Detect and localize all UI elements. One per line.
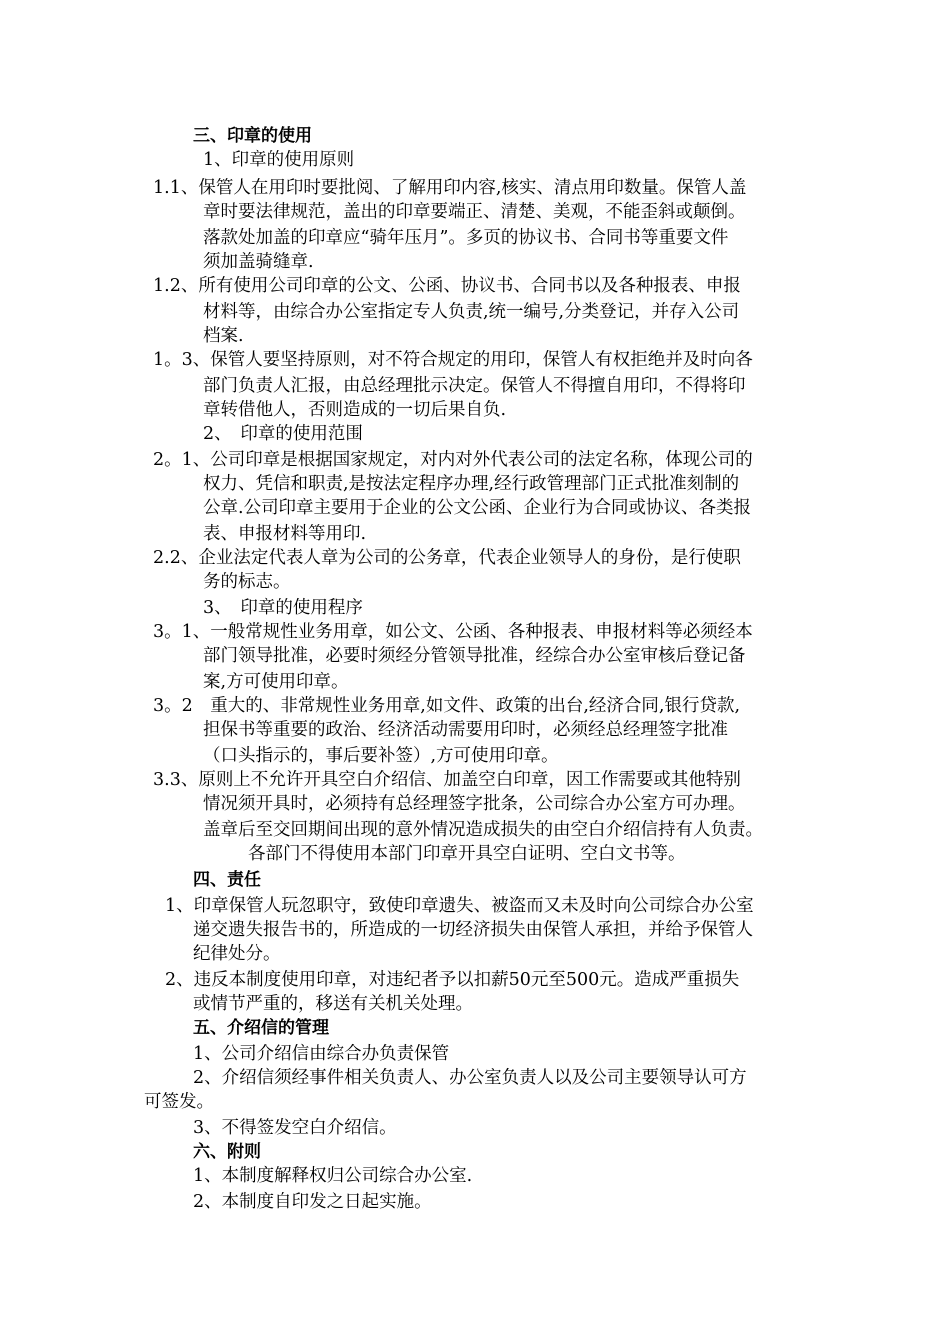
paragraph-line: 1、公司介绍信由综合办负责保管 — [193, 1044, 450, 1064]
subsection-title: 2、 印章的使用范围 — [203, 424, 363, 444]
paragraph-line: 2、违反本制度使用印章，对违纪者予以扣薪50元至500元。造成严重损失 — [165, 970, 740, 990]
paragraph-line: 纪律处分。 — [193, 944, 281, 964]
paragraph-line: 各部门不得使用本部门印章开具空白证明、空白文书等。 — [248, 844, 686, 864]
paragraph-line: 档案. — [203, 326, 244, 346]
paragraph-line: 3。2 重大的、非常规性业务用章,如文件、政策的出台,经济合同,银行贷款, — [153, 696, 741, 716]
paragraph-line: （口头指示的，事后要补签）,方可使用印章。 — [203, 746, 559, 766]
paragraph-line: 落款处加盖的印章应“骑年压月”。多页的协议书、合同书等重要文件 — [203, 228, 729, 248]
paragraph-line: 3、不得签发空白介绍信。 — [193, 1118, 397, 1138]
paragraph-line: 2、本制度自印发之日起实施。 — [193, 1192, 432, 1212]
paragraph-line: 1.2、所有使用公司印章的公文、公函、协议书、合同书以及各种报表、申报 — [153, 276, 741, 296]
paragraph-line: 部门负责人汇报，由总经理批示决定。保管人不得擅自用印，不得将印 — [203, 376, 746, 396]
subsection-title: 1、印章的使用原则 — [203, 150, 355, 170]
paragraph-line: 担保书等重要的政治、经济活动需要用印时，必须经总经理签字批准 — [203, 720, 728, 740]
paragraph-line: 1、印章保管人玩忽职守，致使印章遗失、被盗而又未及时向公司综合办公室 — [165, 896, 754, 916]
paragraph-line: 或情节严重的，移送有关机关处理。 — [193, 994, 473, 1014]
paragraph-line: 公章.公司印章主要用于企业的公文公函、企业行为合同或协议、各类报 — [203, 498, 752, 518]
section-heading-introduction-letter: 五、介绍信的管理 — [193, 1018, 329, 1038]
paragraph-line: 2.2、企业法定代表人章为公司的公务章，代表企业领导人的身份，是行使职 — [153, 548, 741, 568]
paragraph-line: 1、本制度解释权归公司综合办公室. — [193, 1166, 473, 1186]
paragraph-line: 案,方可使用印章。 — [203, 672, 349, 692]
paragraph-line: 可签发。 — [144, 1092, 214, 1112]
paragraph-line: 章转借他人，否则造成的一切后果自负. — [203, 400, 507, 420]
paragraph-line: 部门领导批准，必要时须经分管领导批准，经综合办公室审核后登记备 — [203, 646, 746, 666]
paragraph-line: 须加盖骑缝章. — [203, 252, 314, 272]
paragraph-line: 材料等，由综合办公室指定专人负责,统一编号,分类登记，并存入公司 — [203, 302, 740, 322]
paragraph-line: 3。1、一般常规性业务用章，如公文、公函、各种报表、申报材料等必须经本 — [153, 622, 753, 642]
paragraph-line: 务的标志。 — [203, 572, 291, 592]
subsection-title: 3、 印章的使用程序 — [203, 598, 363, 618]
paragraph-line: 3.3、原则上不允许开具空白介绍信、加盖空白印章，因工作需要或其他特别 — [153, 770, 741, 790]
paragraph-line: 盖章后至交回期间出现的意外情况造成损失的由空白介绍信持有人负责。 — [203, 820, 763, 840]
section-heading-supplementary: 六、附则 — [193, 1142, 261, 1162]
paragraph-line: 表、申报材料等用印. — [203, 524, 367, 544]
paragraph-line: 递交遗失报告书的，所造成的一切经济损失由保管人承担，并给予保管人 — [193, 920, 753, 940]
paragraph-line: 1。3、保管人要坚持原则，对不符合规定的用印，保管人有权拒绝并及时向各 — [153, 350, 753, 370]
section-heading-responsibility: 四、责任 — [193, 870, 261, 890]
paragraph-line: 2。1、公司印章是根据国家规定，对内对外代表公司的法定名称，体现公司的 — [153, 450, 753, 470]
paragraph-line: 章时要法律规范，盖出的印章要端正、清楚、美观，不能歪斜或颠倒。 — [203, 202, 746, 222]
paragraph-line: 情况须开具时，必须持有总经理签字批条，公司综合办公室方可办理。 — [203, 794, 746, 814]
paragraph-line: 1.1、保管人在用印时要批阅、了解用印内容,核实、清点用印数量。保管人盖 — [153, 178, 747, 198]
paragraph-line: 权力、凭信和职责,是按法定程序办理,经行政管理部门正式批准刻制的 — [203, 474, 740, 494]
paragraph-line: 2、介绍信须经事件相关负责人、办公室负责人以及公司主要领导认可方 — [193, 1068, 747, 1088]
section-heading-seal-usage: 三、印章的使用 — [193, 126, 312, 146]
